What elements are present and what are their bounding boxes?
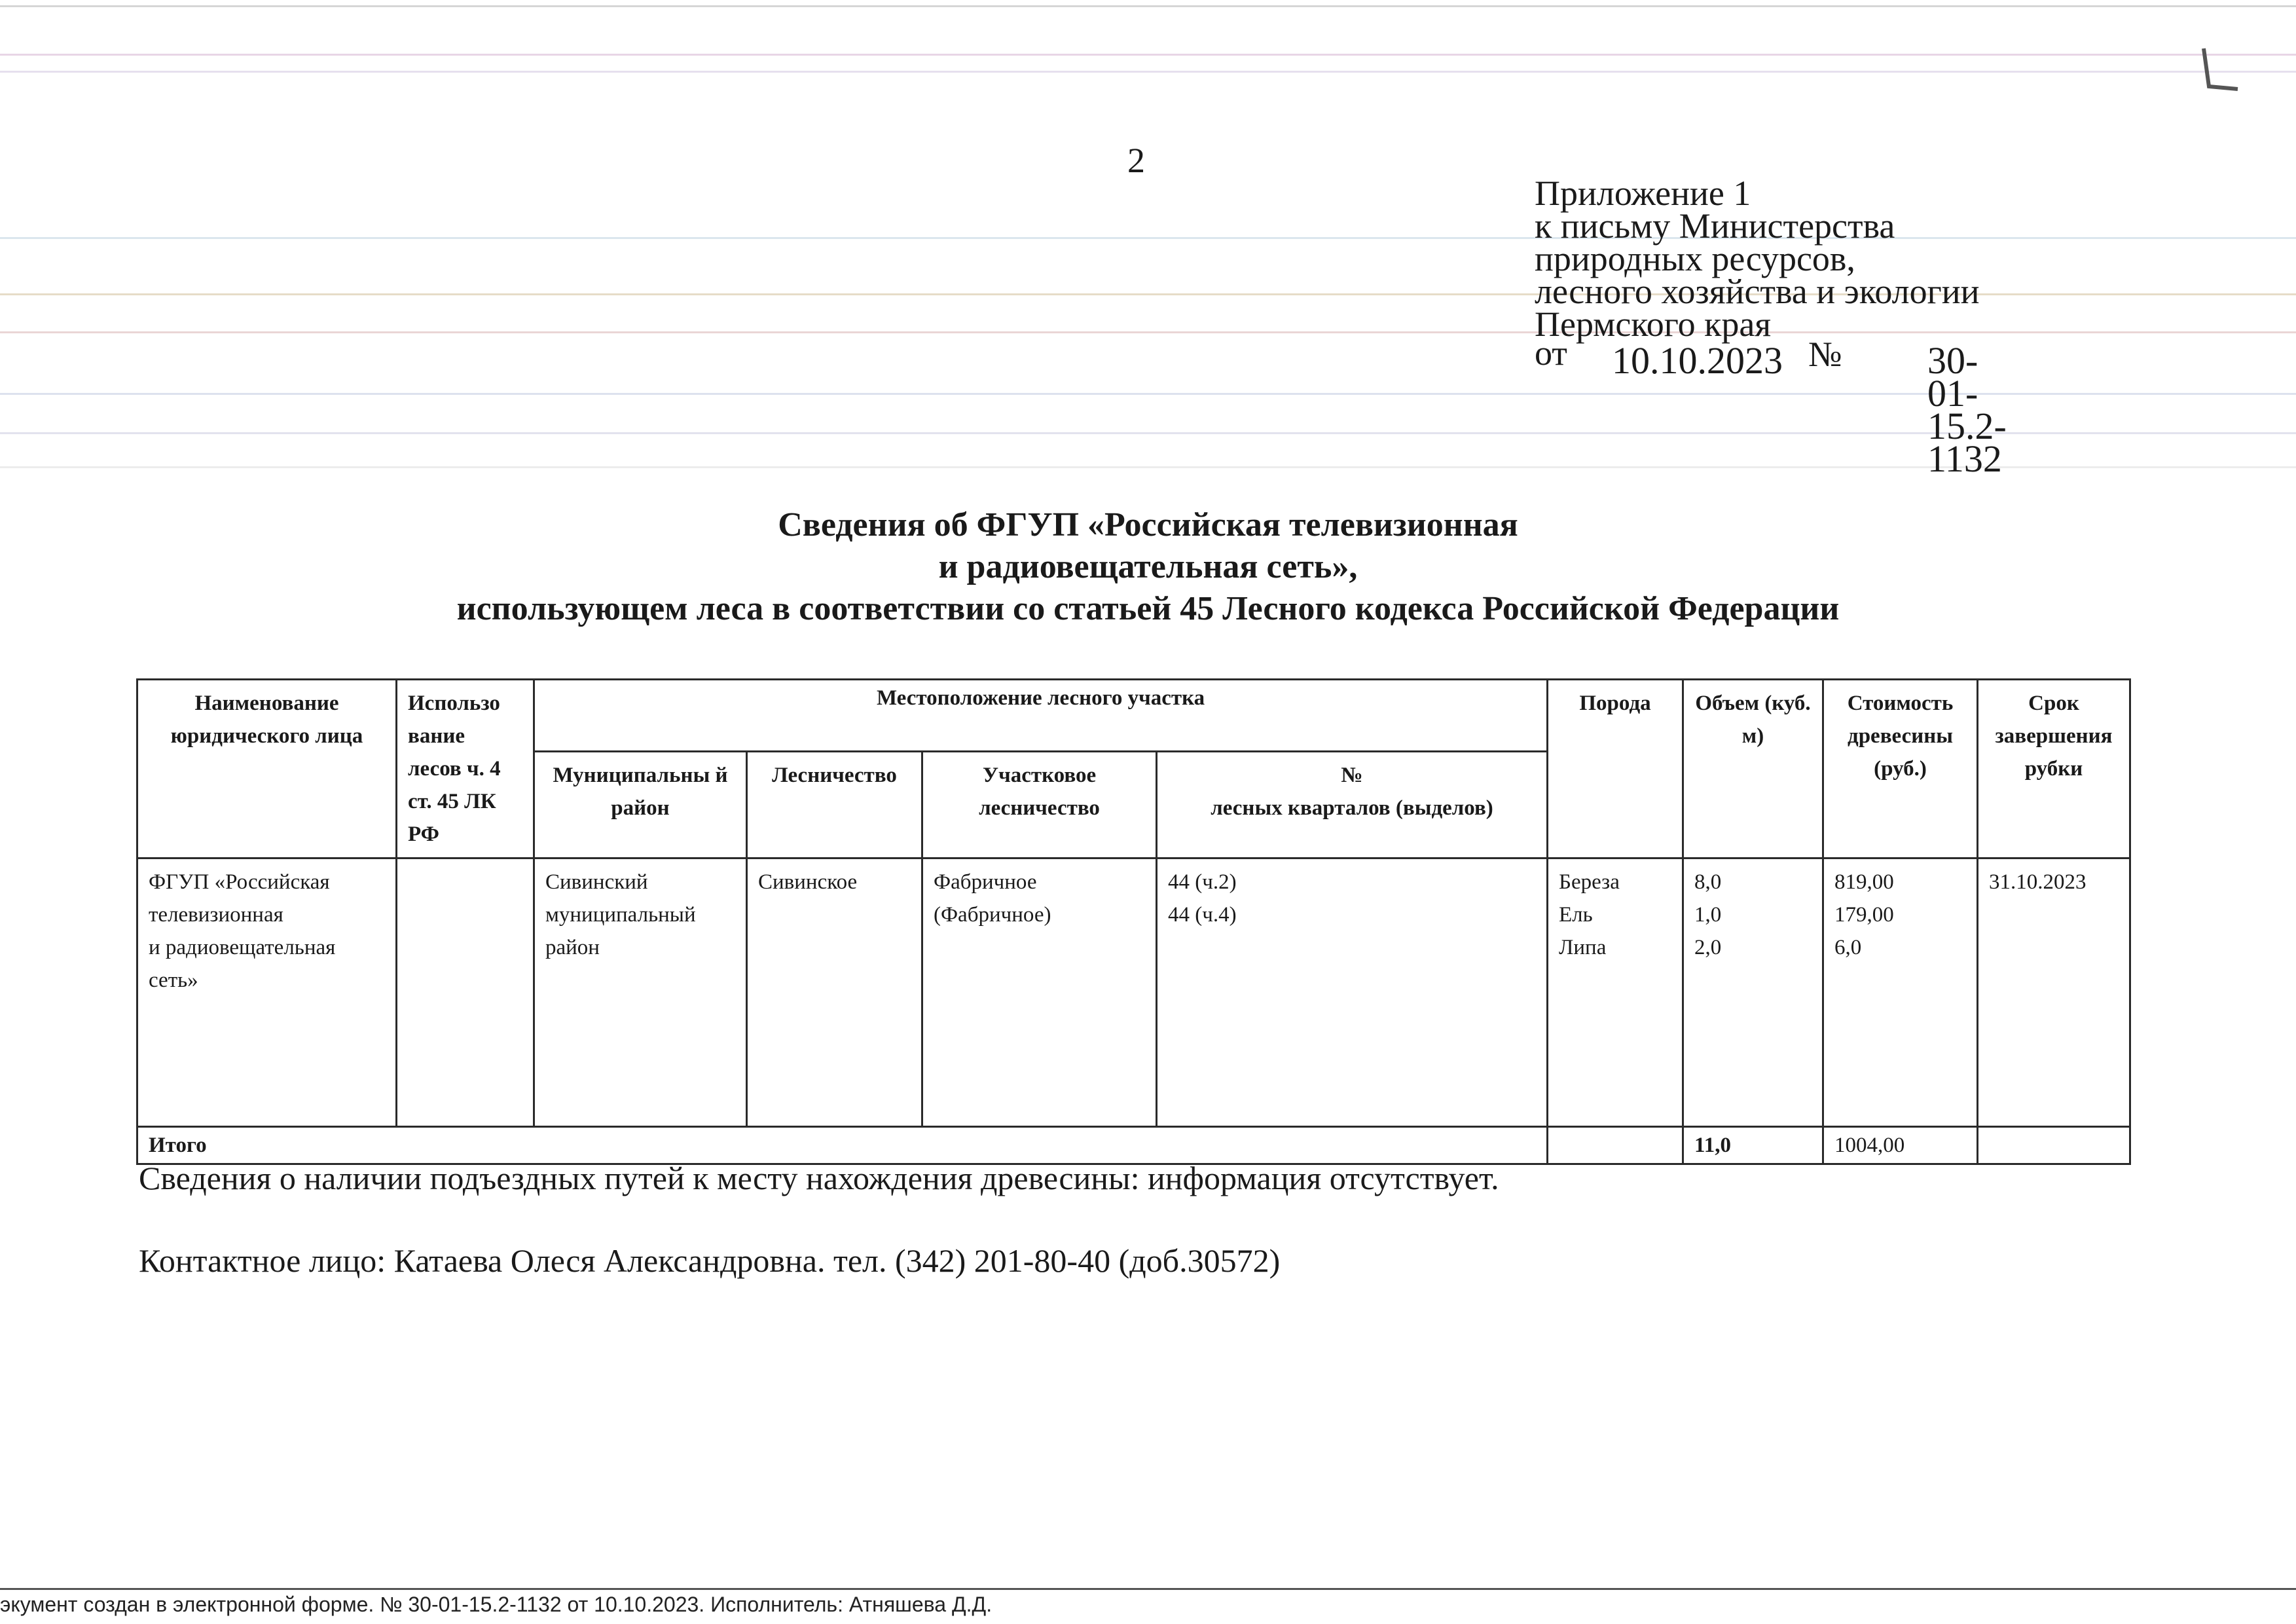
cell-forestry: Сивинское bbox=[747, 858, 922, 1127]
header-district-forestry: Участковое лесничество bbox=[922, 752, 1157, 858]
header-quarters bbox=[1157, 752, 1548, 858]
cell-quarters bbox=[1157, 858, 1548, 1127]
number-label: № bbox=[1808, 335, 1842, 374]
appendix-line: Приложение 1 bbox=[1535, 174, 1751, 213]
cell-line: район bbox=[545, 936, 600, 959]
cell-line: телевизионная bbox=[149, 903, 283, 927]
appendix-line: к письму Министерства bbox=[1535, 206, 1895, 246]
cell-line: муниципальный bbox=[545, 903, 696, 927]
header-volume: Объем (куб. м) bbox=[1683, 680, 1823, 858]
header-forestry: Лесничество bbox=[747, 752, 922, 858]
staple-mark-icon bbox=[2198, 46, 2244, 92]
letter-number: 30-01-15.2-1132 bbox=[1927, 339, 2007, 480]
title-line: и радиовещательная сеть», bbox=[938, 548, 1358, 585]
cell-species bbox=[1548, 858, 1683, 1127]
cell-line: 179,00 bbox=[1834, 903, 1894, 927]
cell-line: Липа bbox=[1559, 936, 1607, 959]
scan-artifact bbox=[0, 54, 2296, 56]
cell-line: 1,0 bbox=[1694, 903, 1722, 927]
total-volume: 11,0 bbox=[1683, 1127, 1823, 1164]
header-entity: Наименование юридического лица bbox=[137, 680, 397, 858]
cell-line: Ель bbox=[1559, 903, 1593, 927]
contact-note: Контактное лицо: Катаева Олеся Александровна. тел. (342) 201-80-40 (доб.30572) bbox=[139, 1242, 1281, 1279]
appendix-block bbox=[1535, 174, 2007, 480]
cell-cost bbox=[1823, 858, 1978, 1127]
total-deadline bbox=[1978, 1127, 2130, 1164]
cell-line: Фабричное bbox=[934, 870, 1037, 894]
title-line: использующем леса в соответствии со статьей 45 Лесного кодекса Российской Федерации bbox=[456, 590, 1840, 627]
cell-municipal bbox=[534, 858, 747, 1127]
total-species bbox=[1548, 1127, 1683, 1164]
header-municipal: Муниципальны й район bbox=[534, 752, 747, 858]
header-species: Порода bbox=[1548, 680, 1683, 858]
from-label: от bbox=[1535, 333, 1567, 373]
reference-line bbox=[1535, 333, 2007, 480]
cell-line: 44 (ч.4) bbox=[1168, 903, 1237, 927]
cell-line: 819,00 bbox=[1834, 870, 1894, 894]
footer-divider bbox=[0, 1588, 2296, 1590]
data-row bbox=[137, 858, 2130, 1127]
cell-district-forestry bbox=[922, 858, 1157, 1127]
forest-use-table bbox=[136, 678, 2131, 1165]
appendix-line: лесного хозяйства и экологии bbox=[1535, 272, 1980, 311]
cell-line: 44 (ч.2) bbox=[1168, 870, 1237, 894]
cell-line: и радиовещательная bbox=[149, 936, 336, 959]
cell-line: 2,0 bbox=[1694, 936, 1722, 959]
cell-line: Береза bbox=[1559, 870, 1620, 894]
header-deadline: Срок завершения рубки bbox=[1978, 680, 2130, 858]
cell-line: 6,0 bbox=[1834, 936, 1862, 959]
letter-date: 10.10.2023 bbox=[1612, 339, 1783, 382]
cell-line: сеть» bbox=[149, 969, 198, 992]
cell-line: Сивинский bbox=[545, 870, 648, 894]
header-quarters-no: № bbox=[1341, 764, 1363, 787]
appendix-line: Пермского края bbox=[1535, 304, 1772, 344]
total-label: Итого bbox=[137, 1127, 1548, 1164]
total-row bbox=[137, 1127, 2130, 1164]
page-number: 2 bbox=[1127, 141, 1145, 180]
cell-deadline: 31.10.2023 bbox=[1978, 858, 2130, 1127]
scan-artifact bbox=[0, 71, 2296, 73]
cell-line: ФГУП «Российская bbox=[149, 870, 330, 894]
document-title bbox=[0, 504, 2296, 630]
cell-line: 8,0 bbox=[1694, 870, 1722, 894]
access-roads-note: Сведения о наличии подъездных путей к месту нахождения древесины: информация отсутствует. bbox=[139, 1160, 1499, 1196]
cell-line: (Фабричное) bbox=[934, 903, 1051, 927]
footer-text: экумент создан в электронной форме. № 30-01-15.2-1132 от 10.10.2023. Исполнитель: Атняшева Д.Д. bbox=[0, 1593, 993, 1616]
scan-artifact bbox=[0, 5, 2296, 7]
header-location: Местоположение лесного участка bbox=[534, 680, 1548, 752]
header-cost: Стоимость древесины (руб.) bbox=[1823, 680, 1978, 858]
header-quarters-label: лесных кварталов (выделов) bbox=[1211, 796, 1493, 820]
cell-volume bbox=[1683, 858, 1823, 1127]
header-use: Использо вание лесов ч. 4 ст. 45 ЛК РФ bbox=[397, 680, 534, 858]
cell-use bbox=[397, 858, 534, 1127]
appendix-line: природных ресурсов, bbox=[1535, 239, 1855, 278]
header-row bbox=[137, 680, 2130, 752]
total-cost: 1004,00 bbox=[1823, 1127, 1978, 1164]
title-line: Сведения об ФГУП «Российская телевизионная bbox=[778, 506, 1518, 544]
cell-entity bbox=[137, 858, 397, 1127]
